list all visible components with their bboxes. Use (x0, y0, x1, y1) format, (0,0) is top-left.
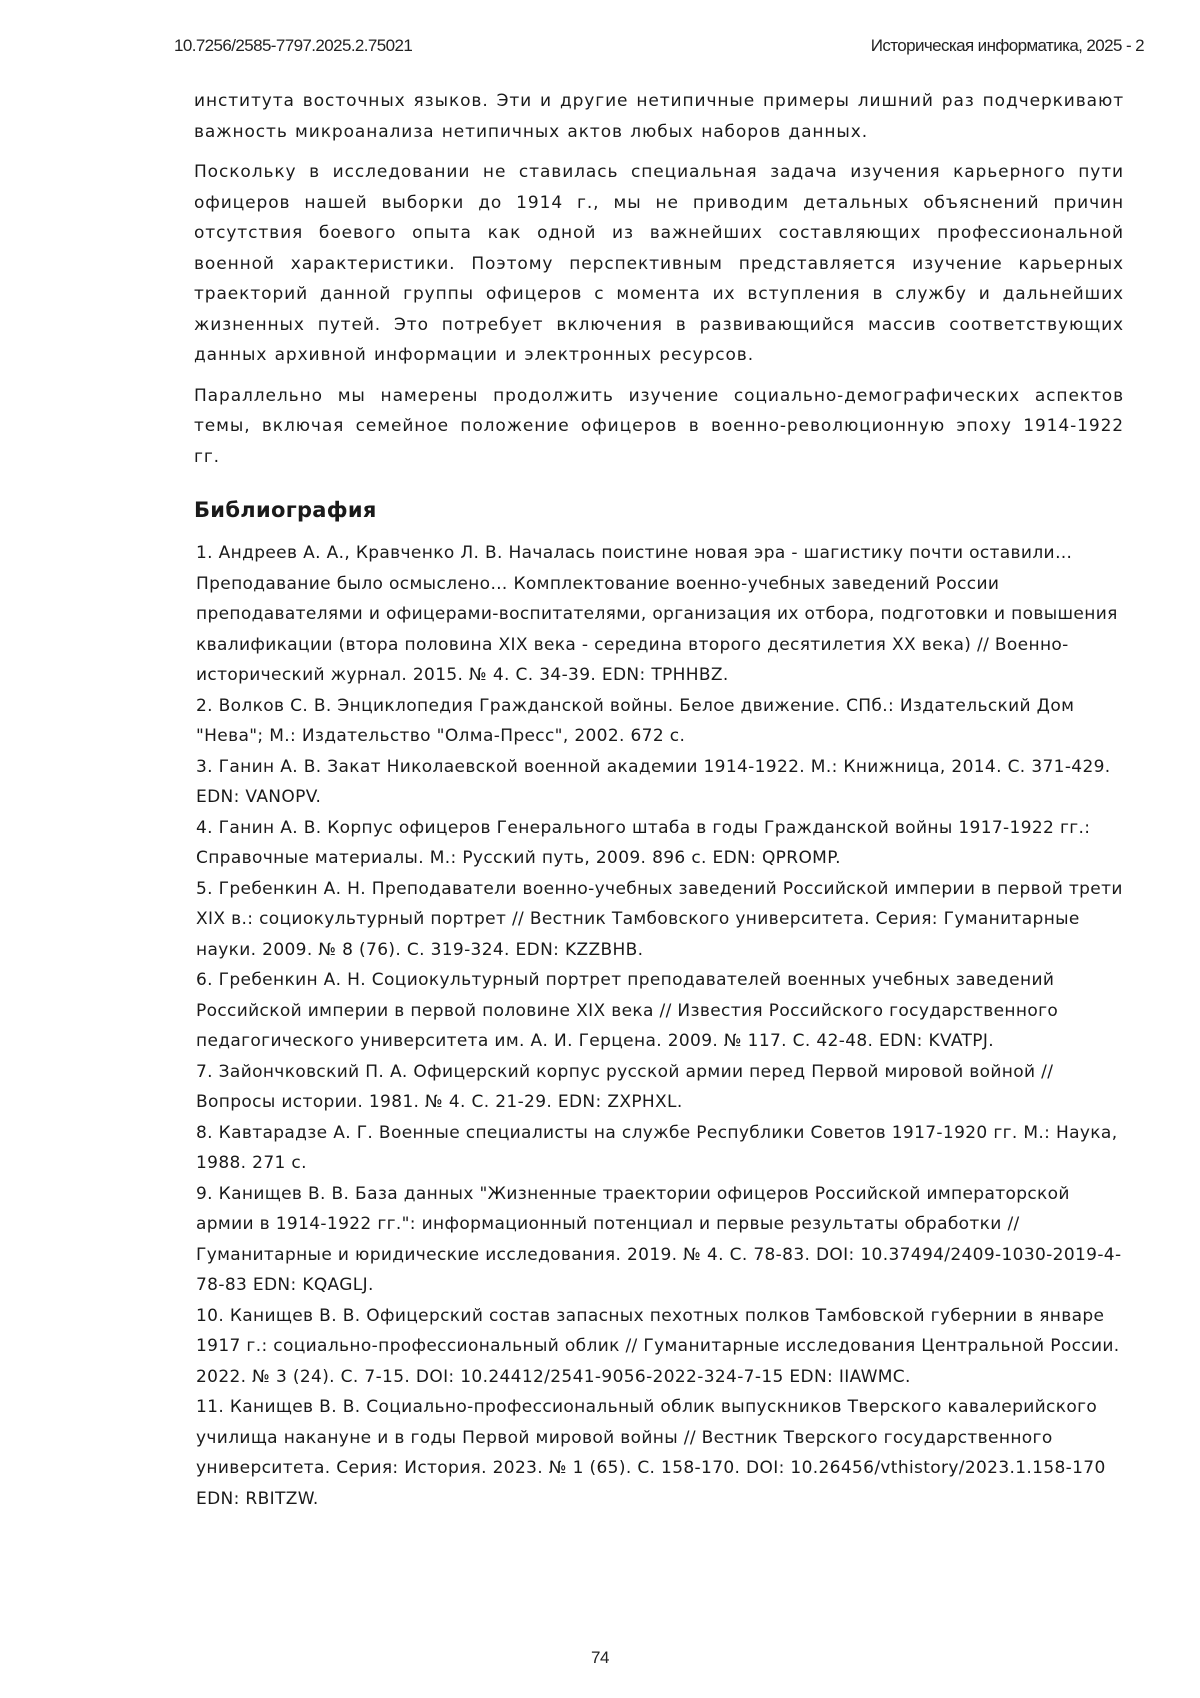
bibliography-item-6: 6. Гребенкин А. Н. Социокультурный портрет преподавателей военных учебных заведений Российской империи в первой половине XIX века // Известия Российского государственного педагогического университета им. А. И. Герцена. 2009. № 117. С. 42-48. EDN: KVATPJ. (196, 970, 1059, 1051)
journal-issue: Историческая информатика, 2025 - 2 (870, 36, 1144, 55)
bibliography-heading: Библиография (194, 498, 377, 522)
bibliography-item-4: 4. Ганин А. В. Корпус офицеров Генерального штаба в годы Гражданской войны 1917-1922 гг.: Справочные материалы. М.: Русский путь, 2009. 896 с. EDN: QPROMP. (196, 817, 1091, 868)
bibliography-item-5: 5. Гребенкин А. Н. Преподаватели военно-учебных заведений Российской империи в первой трети XIX в.: социокультурный портрет // Вестник Тамбовского университета. Серия: Гуманитарные науки. 2009. № 8 (76). С. 319-324. EDN: KZZBHB. (196, 878, 1123, 960)
page-body (194, 86, 1124, 1514)
bibliography-item-7: 7. Зайончковский П. А. Офицерский корпус русской армии перед Первой мировой войной // Вопросы истории. 1981. № 4. С. 21-29. EDN: ZXPHXL. (196, 1061, 1054, 1112)
bibliography-list (194, 538, 1124, 1514)
bibliography-item-9: 9. Канищев В. В. База данных "Жизненные траектории офицеров Российской императорской армии в 1914-1922 гг.": информационный потенциал и первые результаты обработки // Гуманитарные и юридические исследования. 2019. № 4. С. 78-83. DOI: 10.37494/2409-1030-2019-4-78-83 EDN: KQAGLJ. (196, 1183, 1122, 1295)
paragraph-1: института восточных языков. Эти и другие нетипичные примеры лишний раз подчеркивают важность микроанализа нетипичных актов любых наборов данных. (194, 91, 1124, 142)
bibliography-item-10: 10. Канищев В. В. Офицерский состав запасных пехотных полков Тамбовской губернии в январе 1917 г.: социально-профессиональный облик // Гуманитарные исследования Центральной России. 2022. № 3 (24). С. 7-15. DOI: 10.24412/2541-9056-2022-324-7-15 EDN: IIAWMC. (196, 1305, 1120, 1387)
page-number: 74 (591, 1648, 609, 1667)
article-doi[interactable]: 10.7256/2585-7797.2025.2.75021 (174, 36, 413, 55)
bibliography-item-2: 2. Волков С. В. Энциклопедия Гражданской войны. Белое движение. СПб.: Издательский Дом "Нева"; М.: Издательство "Олма-Пресс", 2002. 672 с. (196, 695, 1075, 746)
page-header (174, 36, 1144, 60)
bibliography-item-11: 11. Канищев В. В. Социально-профессиональный облик выпускников Тверского кавалерийского училища накануне и в годы Первой мировой войны // Вестник Тверского государственного университета. Серия: История. 2023. № 1 (65). С. 158-170. DOI: 10.26456/vthistory/2023.1.158-170 EDN: RBITZW. (196, 1397, 1106, 1509)
paragraph-2: Поскольку в исследовании не ставилась специальная задача изучения карьерного пути офицеров нашей выборки до 1914 г., мы не приводим детальных объяснений причин отсутствия боевого опыта как одной из важнейших составляющих профессиональной военной характеристики. Поэтому перспективным представляется изучение карьерных траекторий данной группы офицеров с момента их вступления в службу и дальнейших жизненных путей. Это потребует включения в развивающийся массив соответствующих данных архивной информации и электронных ресурсов. (194, 162, 1124, 365)
paragraph-3: Параллельно мы намерены продолжить изучение социально-демографических аспектов темы, включая семейное положение офицеров в военно-революционную эпоху 1914-1922 гг. (194, 385, 1124, 467)
bibliography-item-1: 1. Андреев А. А., Кравченко Л. В. Началась поистине новая эра - шагистику почти оставили… Преподавание было осмыслено… Комплектование военно-учебных заведений России преподавателями и офицерами-воспитателями, организация их отбора, подготовки и повышения квалификации (втора половина XIX века - середина второго десятилетия XX века) // Военно-исторический журнал. 2015. № 4. С. 34-39. EDN: TPHHBZ. (196, 543, 1118, 685)
bibliography-item-3: 3. Ганин А. В. Закат Николаевской военной академии 1914-1922. М.: Книжница, 2014. С. 371-429. EDN: VANOPV. (196, 756, 1111, 807)
bibliography-item-8: 8. Кавтарадзе А. Г. Военные специалисты на службе Республики Советов 1917-1920 гг. М.: Наука, 1988. 271 с. (196, 1122, 1118, 1173)
